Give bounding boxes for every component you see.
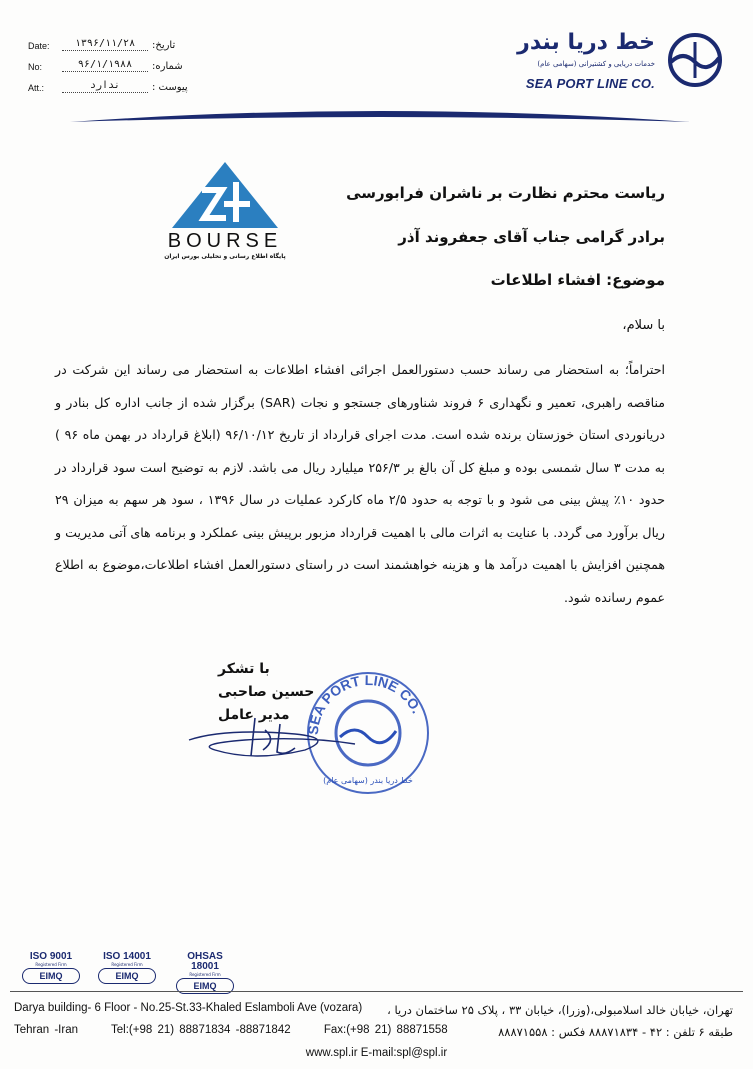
footer-divider (10, 991, 743, 992)
number-value: ۹۶/۱/۱۹۸۸ (62, 59, 148, 72)
bourse-subtitle: پایگاه اطلاع رسانی و تحلیلی بورس ایران (164, 253, 286, 260)
reference-meta (28, 30, 188, 93)
company-brand (505, 28, 725, 98)
number-row (28, 51, 188, 72)
attachment-value: ندارد (62, 80, 148, 93)
footer-contact-fa: طبقه ۶ تلفن : ۴۲ - ۸۸۸۷۱۸۳۴ فکس : ۸۸۸۷۱۵۵۸ (498, 1025, 733, 1039)
footer-address-en: Darya building- 6 Floor - No.25-St.33-Khaled Eslamboli Ave (vozara) (14, 1002, 363, 1014)
letter-subject: موضوع: افشاء اطلاعات (490, 271, 665, 289)
footer-address-fa: تهران، خیابان خالد اسلامبولی،(وزرا)، خیابان ۳۳ ، پلاک ۲۵ ساختمان دریا ، (387, 1003, 733, 1017)
addressee-line-1: ریاست محترم نظارت بر ناشران فرابورسی (346, 184, 665, 202)
attachment-row (28, 72, 188, 93)
cert-mark: EIMQ (98, 968, 156, 984)
bourse-logo (160, 160, 290, 265)
number-label-fa: شماره: (152, 61, 183, 72)
brand-name-fa: خط دریا بندر (517, 30, 655, 55)
date-label-fa: تاریخ: (152, 40, 176, 51)
company-logo-icon (665, 30, 725, 90)
cert-mark: EIMQ (176, 978, 234, 994)
cert-registered: Registered Firm (189, 972, 221, 977)
cert-registered: Registered Firm (35, 962, 67, 967)
cert-mark: EIMQ (22, 968, 80, 984)
date-value: ۱۳۹۶/۱۱/۲۸ (62, 38, 148, 51)
cert-title: ISO 9001 (29, 951, 73, 962)
footer-web[interactable]: www.spl.ir E-mail:spl@spl.ir (305, 1047, 448, 1059)
handwritten-signature (185, 710, 375, 770)
cert-title: ISO 14001 (103, 951, 151, 962)
date-row (28, 30, 188, 51)
signature-title: مدیر عامل (218, 707, 290, 723)
bourse-triangle-icon (160, 160, 290, 230)
seal-text-en: SEA PORT LINE CO. (304, 671, 426, 736)
addressee-line-2: برادر گرامی جناب آقای جعفروند آذر (398, 228, 665, 246)
seal-text-fa: خط دریا بندر (سهامی عام) (323, 776, 413, 785)
letter-body: احتراماً؛ به استحضار می رساند حسب دستورالعمل اجرائی افشاء اطلاعات به استحضار می رساند این شرکت در مناقصه راهبری، تعمیر و نگهداری ۶ فروند شناورهای جستجو و نجات (SAR) برگزار شده از جانب اداره کل بنادر و دریانوردی استان خوزستان برنده شده است. مدت اجرای قرارداد از تاریخ ۹۶/۱۰/۱۲ (ابلاغ قرارداد در بهمن ماه ۹۶ ) به مدت ۳ سال شمسی بوده و مبلغ کل آن بالغ بر ۲۵۶/۳ میلیارد ریال می باشد. لازم به توضیح است سود قرارداد در حدود ۱۰٪ پیش بینی می شود و با توجه به حدود ۲/۵ ماه کارکرد عملیات در سال ۱۳۹۶ ، سود هر سهم به میزان ۲۹ ریال برآورد می گردد. با عنایت به اثرات مالی با اهمیت قرارداد مزبور برپیش بینی عملکرد و برنامه های آتی مدیریت و همچنین افزایش با اهمیت درآمد ها و هزینه خواهشمند است در راستای دستورالعمل افشاء اطلاعات،موضوع به اطلاع عموم رسانده شود. (55, 362, 666, 605)
number-label-en: No: (28, 62, 43, 72)
header-swoosh (0, 100, 753, 130)
signature-name: حسین صاحبی (218, 684, 315, 700)
footer-city-en: Tehran -Iran (14, 1024, 79, 1036)
cert-title: OHSAS 18001 (187, 951, 223, 972)
cert-iso-9001 (18, 952, 84, 984)
attachment-label-fa: پیوست : (152, 82, 188, 93)
footer-contact-en (14, 1024, 476, 1036)
bourse-word: BOURSE (167, 230, 283, 252)
brand-name-en: SEA PORT LINE CO. (525, 76, 655, 91)
cert-ohsas-18001 (172, 952, 238, 994)
footer-tel-en: Tel:(+98 21) 88871834 -88871842 (111, 1024, 291, 1036)
brand-subtitle-fa: خدمات دریایی و کشتیرانی (سهامی عام) (537, 60, 655, 68)
cert-iso-14001 (94, 952, 160, 984)
signature-thanks: با تشکر (218, 661, 270, 677)
greeting: با سلام، (622, 318, 665, 333)
cert-registered: Registered Firm (111, 962, 143, 967)
date-label-en: Date: (28, 41, 50, 51)
footer-fax-en: Fax:(+98 21) 88871558 (323, 1024, 448, 1036)
attachment-label-en: Att.: (28, 83, 45, 93)
